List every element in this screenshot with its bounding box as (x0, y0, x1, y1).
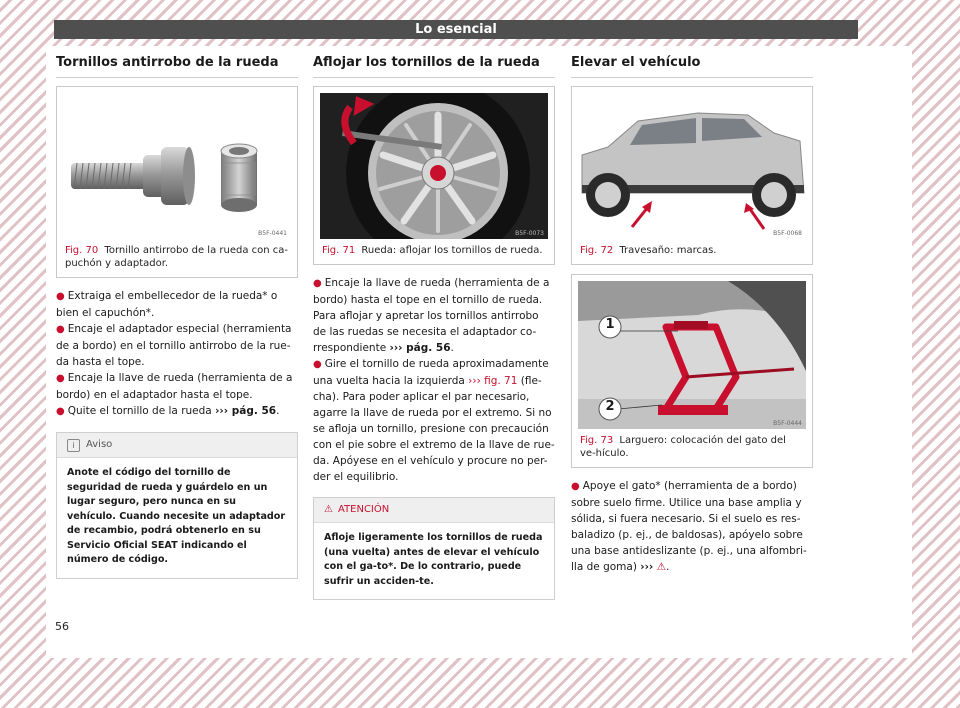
figure-label: Fig. 73 (580, 435, 614, 446)
list-item: ● Apoye el gato* (herramienta de a bordo) sobre suelo firme. Utilice una base amplia y sólida, si fuera necesario. Si el suelo es res-baladizo (p. ej., de baldosas), apóyelo sobre una base antideslizante (p. ej., una alfombri-lla de goma) ››› ⚠. (571, 480, 807, 573)
bullet-icon: ● (56, 291, 65, 302)
section-title: Aflojar los tornillos de la rueda (313, 55, 555, 78)
page-number: 56 (55, 620, 69, 633)
callout-1: 1 (605, 317, 615, 332)
figure-caption (572, 239, 812, 264)
list-item: ● Encaje la llave de rueda (herramienta de a bordo) hasta el tope en el tornillo de rueda. Para aflojar y apretar los tornillos antirrobo de las ruedas se necesita el adaptador co-rrespondiente ››› pág. 56. (313, 277, 550, 354)
jack-placement-image (578, 281, 806, 429)
figure-caption (572, 429, 812, 467)
list-item: ● Gire el tornillo de rueda aproximadamente una vuelta hacia la izquierda ››› fig. 71 (fle-cha). Para poder aplicar el par necesario, agarre la llave de rueda por el extremo. Si no se afloja un tornillo, presione con precaución con el pie sobre el extremo de la llave de rue-da. Apóyese en el vehículo y procure no per-der el equilibrio. (313, 358, 555, 483)
figure-caption (314, 239, 554, 264)
warning-triangle-icon[interactable]: ⚠ (656, 561, 667, 573)
figure-70 (56, 86, 298, 278)
bullet-icon: ● (313, 278, 322, 289)
info-icon: i (67, 439, 80, 452)
image-code: B5F-0444 (773, 420, 802, 427)
section-title: Elevar el vehículo (571, 55, 813, 78)
list-item: ● Encaje el adaptador especial (herramienta de a bordo) en el tornillo antirrobo de la rue-da hasta el tope. (56, 323, 292, 368)
list-item: ● Quite el tornillo de la rueda ››› pág. 56. (56, 405, 280, 417)
instructions (571, 478, 813, 575)
page-reference-link[interactable]: ››› pág. 56 (389, 342, 451, 354)
reference-link[interactable]: ››› (640, 561, 654, 573)
instructions (56, 288, 298, 420)
column-loosen-bolts (313, 55, 555, 600)
bullet-icon: ● (313, 359, 322, 370)
vehicle-side-image (578, 93, 806, 239)
caption-text: Tornillo antirrobo de la rueda con ca-puchón y adaptador. (65, 245, 288, 269)
image-code: B5F-0441 (258, 230, 287, 237)
column-raise-vehicle (571, 55, 813, 575)
warning-header: ⚠ ATENCIÓN (314, 498, 554, 523)
column-anti-theft-bolts (56, 55, 298, 579)
figure-label: Fig. 72 (580, 245, 614, 256)
section-title: Tornillos antirrobo de la rueda (56, 55, 298, 78)
list-item: ● Extraiga el embellecedor de la rueda* o bien el capuchón*. (56, 290, 278, 319)
bullet-icon: ● (571, 481, 580, 492)
instructions (313, 275, 555, 485)
figure-72 (571, 86, 813, 265)
page-reference-link[interactable]: ››› pág. 56 (215, 405, 277, 417)
page-header (54, 20, 858, 39)
caption-text: Rueda: aflojar los tornillos de rueda. (361, 245, 543, 256)
notice-header: i Aviso (57, 433, 297, 458)
bullet-icon: ● (56, 324, 65, 335)
callout-2: 2 (605, 399, 615, 414)
figure-reference-link[interactable]: ››› fig. 71 (468, 375, 518, 387)
figure-73 (571, 274, 813, 468)
warning-text: Afloje ligeramente los tornillos de rueda (una vuelta) antes de elevar el vehículo con el ga-to*. De lo contrario, puede sufrir un acciden-te. (324, 532, 543, 587)
caption-text: Larguero: colocación del gato del ve-hículo. (580, 435, 786, 459)
notice-box (56, 432, 298, 579)
figure-caption (57, 239, 297, 277)
header-title: Lo esencial (415, 22, 497, 37)
figure-71 (313, 86, 555, 265)
warning-box (313, 497, 555, 600)
image-code: B5F-0073 (515, 230, 544, 237)
list-item: ● Encaje la llave de rueda (herramienta de a bordo) en el adaptador hasta el tope. (56, 372, 293, 401)
wheel-image (320, 93, 548, 239)
figure-label: Fig. 70 (65, 245, 99, 256)
figure-label: Fig. 71 (322, 245, 356, 256)
anti-theft-bolt-image (63, 93, 291, 239)
caption-text: Travesaño: marcas. (619, 245, 717, 256)
bullet-icon: ● (56, 406, 65, 417)
notice-text: Anote el código del tornillo de seguridad de rueda y guárdelo en un lugar seguro, pero nunca en su vehículo. Cuando necesite un adaptador de recambio, podrá obtenerlo en su Servicio Oficial SEAT indicando el número de código. (67, 467, 286, 565)
warning-triangle-icon: ⚠ (324, 504, 333, 515)
image-code: B5F-0068 (773, 230, 802, 237)
bullet-icon: ● (56, 373, 65, 384)
